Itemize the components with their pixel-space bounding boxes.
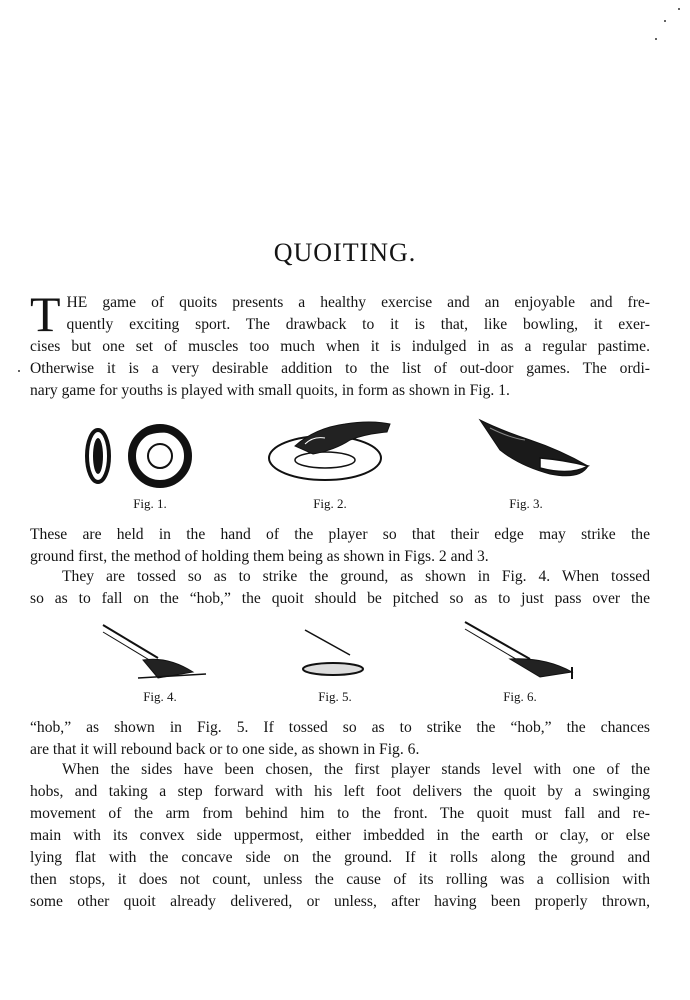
figure-row-middle [0,615,690,710]
text-line: so as to fall on the “hob,” the quoit should be pitched so as to just pass over the [30,590,650,607]
paragraph-holding [30,524,650,568]
fig6-quoit-rebounding [460,617,580,687]
text-line: hobs, and taking a step forward with his left foot delivers the quoit by a swinging [30,783,650,800]
fig3-caption: Fig. 3. [509,496,543,511]
print-speck [18,370,20,372]
fig5-caption: Fig. 5. [318,689,352,704]
paragraph-rules [30,759,650,913]
text-line: quently exciting sport. The drawback to it is that, like bowling, it exer- [66,316,650,333]
text-line: These are held in the hand of the player so that their edge may strike the [30,526,650,543]
text-line: “hob,” as shown in Fig. 5. If tossed so as to strike the “hob,” the chances [30,719,650,736]
print-speck [655,38,657,40]
fig2-caption: Fig. 2. [313,496,347,511]
fig1-caption: Fig. 1. [133,496,167,511]
text-line: When the sides have been chosen, the first player stands level with one of the [62,761,650,778]
fig4-quoit-striking-ground [98,620,213,685]
text-line: They are tossed so as to strike the ground, as shown in Fig. 4. When tossed [62,568,650,585]
text-line: main with its convex side uppermost, either imbedded in the earth or clay, or else [30,827,650,844]
text-line: are that it will rebound back or to one side, as shown in Fig. 6. [30,741,420,758]
figure-row-top [0,410,690,510]
print-speck [678,8,680,10]
text-line: ground first, the method of holding them being as shown in Figs. 2 and 3. [30,548,489,565]
fig2-hand-holding-quoit [265,410,395,490]
text-line: lying flat with the concave side on the ground. If it rolls along the ground and [30,849,650,866]
text-line: movement of the arm from behind him to the front. The quoit must fall and re- [30,805,650,822]
text-line: then stops, it does not count, unless the cause of its rolling was a collision with [30,871,650,888]
drop-cap: T [30,286,61,342]
text-line: Otherwise it is a very desirable addition to the list of out-door games. The ordi- [30,360,650,377]
intro-paragraph [30,286,650,402]
paragraph-hob [30,717,650,761]
fig5-quoit-over-hob [295,625,375,680]
text-line: some other quoit already delivered, or unless, after having been properly thrown, [30,893,650,910]
fig3-hand-holding-quoit [470,410,600,490]
text-line: nary game for youths is played with small quoits, in form as shown in Fig. 1. [30,382,510,399]
page-title: QUOITING. [273,238,417,267]
text-line: HE game of quoits presents a healthy exercise and an enjoyable and fre- [66,294,650,311]
fig6-caption: Fig. 6. [503,689,537,704]
text-line: cises but one set of muscles too much when it is indulged in as a regular pastime. [30,338,650,355]
paragraph-tossing [30,566,650,610]
fig4-caption: Fig. 4. [143,689,177,704]
print-speck [664,20,666,22]
fig1-quoit-illustration [80,420,200,490]
